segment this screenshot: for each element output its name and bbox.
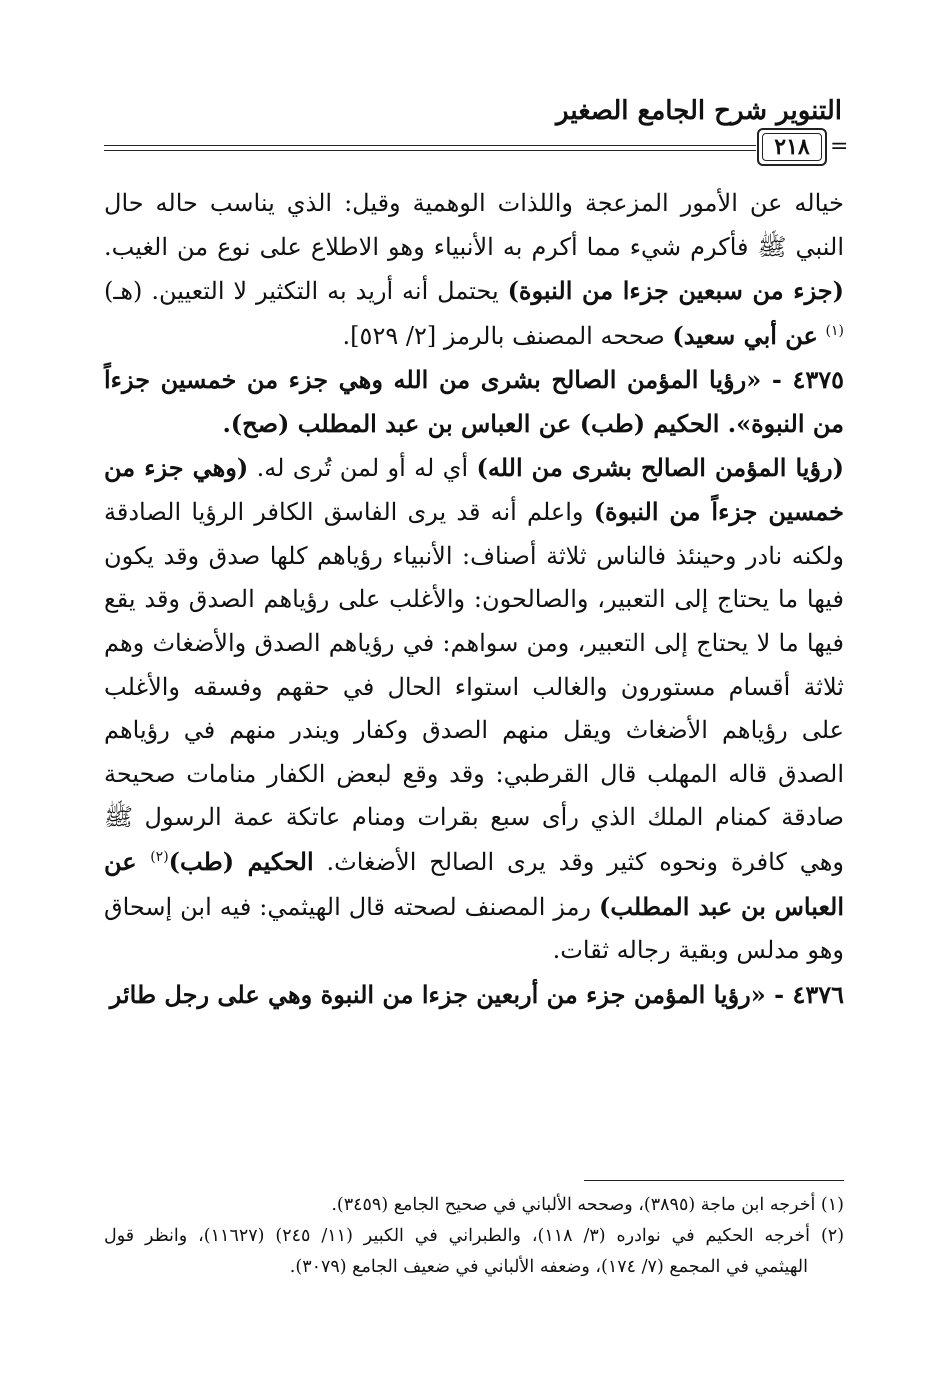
commentary-text: واعلم أنه قد يرى الفاسق الكافر الرؤيا الصادقة ولكنه نادر وحينئذ فالناس ثلاثة أصناف: الأنبياء رؤياهم كلها صدق وقد يكون فيها ما يحتاج إلى التعبير، والصالحون: والأغلب على رؤياهم الصدق وقد يقع فيها ما لا يحتاج إلى التعبير، ومن سواهم: في رؤياهم الصدق والأضغاث وهم ثلاثة أقسام مستورون والغالب استواء الحال في حقهم وفسقه والأغلب على رؤياهم الأضغاث ويقل منهم الصدق وكفار ويندر منهم في رؤياهم الصدق قاله المهلب قال القرطبي: وقد وقع لبعض الكفار منامات صحيحة صادقة كمنام الملك الذي رأى سبع بقرات ومنام عاتكة عمة الرسول ﷺ وهي كافرة ونحوه كثير وقد يرى الصالح الأضغاث. bbox=[104, 498, 845, 876]
text-line: النبي ﷺ فأكرم شيء مما أكرم به الأنبياء وهو الاطلاع على نوع من الغيب. bbox=[104, 232, 844, 261]
footnote-separator bbox=[584, 1180, 844, 1181]
hadith-4376-text: ٤٣٧٦ - «رؤيا المؤمن جزء من أربعين جزءا من النبوة وهي على رجل طائر bbox=[109, 979, 844, 1009]
page-number-text: ٢١٨ bbox=[774, 134, 810, 160]
commentary-4375 bbox=[104, 446, 844, 973]
source-code: (طب) bbox=[168, 846, 248, 876]
footnote-1: (١) أخرجه ابن ماجة (٣٨٩٥)، وصححه الألباني في صحيح الجامع (٣٤٥٩). bbox=[331, 1195, 844, 1215]
text-line: يحتمل أنه أريد به التكثير لا التعيين. (هـ) bbox=[104, 277, 508, 306]
commentary-text: رمز المصنف لصحته قال الهيثمي: فيه ابن إسحاق وهو مدلس وبقية رجاله ثقات. bbox=[104, 892, 844, 965]
hadith-4375-text: ٤٣٧٥ - «رؤيا المؤمن الصالح بشرى من الله وهي جزء من خمسين جزءاً من bbox=[104, 365, 844, 438]
header-rule-line-top bbox=[104, 145, 756, 146]
footnote-marker-2: (٢) bbox=[150, 848, 169, 865]
hadith-4375 bbox=[104, 358, 844, 445]
footnotes bbox=[104, 1190, 844, 1283]
quoted-hadith-text: (رؤيا المؤمن الصالح بشرى من الله) bbox=[476, 452, 845, 482]
hadith-4375-source: النبوة». الحكيم (طب) عن العباس بن عبد المطلب (صح). bbox=[222, 408, 805, 438]
narrator-name: عن أبي سعيد) bbox=[672, 320, 818, 350]
paragraph-continuation bbox=[104, 182, 844, 358]
footnote-2-line: الهيثمي في المجمع (٧/ ١٧٤)، وضعفه الألباني في ضعيف الجامع (٣٠٧٩). bbox=[289, 1257, 808, 1277]
source-name: الحكيم bbox=[247, 846, 314, 876]
page-number bbox=[757, 128, 827, 166]
text-line: خياله عن الأمور المزعجة واللذات الوهمية وقيل: الذي يناسب حاله حال bbox=[104, 189, 844, 217]
footnote-marker-1: (١) bbox=[825, 322, 844, 339]
footnote-2 bbox=[104, 1221, 844, 1283]
text-line: صححه المصنف بالرمز [٢/ ٥٢٩]. bbox=[342, 321, 673, 350]
narrator-name: عن العباس بن عبد المطلب) bbox=[104, 846, 844, 921]
quoted-hadith-text: (وهي جزء من خمسين جزءاً من النبوة) bbox=[104, 452, 844, 527]
running-header-title: التنوير شرح الجامع الصغير bbox=[556, 96, 842, 126]
commentary-text: أي له أو لمن تُرى له. bbox=[248, 453, 477, 482]
footnote-2-line: (٢) أخرجه الحكيم في نوادره (٣/ ١١٨)، والطبراني في الكبير (١١/ ٢٤٥) (١١٦٢٧)، وانظر قول bbox=[104, 1226, 845, 1246]
hadith-4376 bbox=[104, 973, 844, 1017]
quoted-hadith-text: (جزء من سبعين جزءا من النبوة) bbox=[507, 276, 844, 306]
header-rule bbox=[104, 128, 849, 168]
main-text bbox=[104, 182, 844, 1016]
header-rule-line-bottom bbox=[104, 150, 756, 151]
header-rule-end-mark: = bbox=[830, 134, 849, 159]
